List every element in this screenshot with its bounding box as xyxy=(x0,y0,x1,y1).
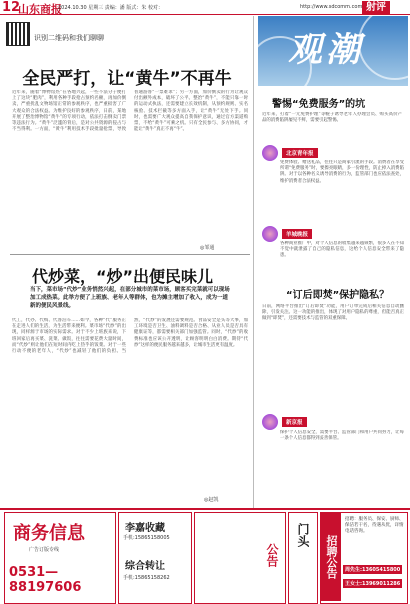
ad-notice[interactable] xyxy=(194,512,286,604)
paper-name: 山东商报 xyxy=(18,3,62,16)
page-number: 12 xyxy=(2,0,21,15)
source-tag: 新京报 xyxy=(282,417,307,427)
ad-divider xyxy=(0,508,410,510)
column-name: 射评 xyxy=(362,1,390,14)
ad-storefront[interactable] xyxy=(288,512,318,604)
column-separator xyxy=(253,16,254,508)
ad-collection[interactable] xyxy=(118,512,192,604)
right-text4: 保护个人信息安全，需要平台、监管部门和用户共同努力，让每一条个人信息都得到妥善保管。 xyxy=(280,430,404,442)
right-text3: 日前，网络平台推出“订后即焚”功能，用户订单完成后相关信息自动删除，引发关注。这一功能的推出，体现了对用户隐私的尊重，但能否真正做到“即焚”，还需要技术与监管的双重保障。 xyxy=(262,304,404,322)
right-intro: 近年来，打着“一元免费护理”等幌子诱导老年人办理会员、购买高价产品的消费陷阱屡见不鲜，需要引起警惕。 xyxy=(262,112,402,124)
ad-recruitment[interactable] xyxy=(320,512,408,604)
right-headline2: “订后即焚”保护隐私？ xyxy=(286,290,390,301)
article1-headline: 全民严打，让“黄牛”不再牛 xyxy=(22,69,232,89)
source-badge-icon xyxy=(262,414,278,430)
ad6-phone1: 周先生:13605415800 xyxy=(345,567,401,573)
ad6-text: 招聘：服务员、保安、厨师、保洁若干名，待遇从优，详情电话咨询。 xyxy=(345,517,404,534)
ad2-title: 李嘉收藏 xyxy=(125,523,165,534)
article1-body: 近年来，随着“博物馆热”在各地兴起，一些不法分子便打上了这块“肥肉”，利用各种手段抢占预约名额，再加价倒卖，严重扰乱文物场馆正常的参观秩序，也严重损害了广大观众的合法权益。为维护良好的参观秩序，日前，某地开展了整治博物馆“黄牛”的专项行动，依法打击倒卖门票等违法行为。“黄牛”泛滥的背后，是对公共资源的侵占与不当得利。一方面，“黄牛”利用技术手段批量抢票，导致普通游客“一票难求”；另一方面，加价倒卖的行为让观众付出额外成本，破坏了公平。整治“黄牛”，不能只靠一时的运动式执法，还需要建立长效机制，从预约规则、实名核验、技术拦截等多方面入手，让“黄牛”无处下手。同时，也需要广大观众提高自我保护意识，通过官方渠道购票，不给“黄牛”可乘之机。只有全民参与、多方协同，才能让“黄牛”真正不再“牛”。 xyxy=(12,90,248,133)
commentary-banner xyxy=(258,16,408,86)
article2-body: 代工，代办、代购、代客泊车……如今，各种“代”服务正在走进人们的生活，为生活带来便利。菜市场“代炒”的出现，同样源于市场的实际需求。对于不少上班族来说，下班回家后再买菜、洗菜、做饭，往往需要花费大量时间，而“代炒”则让他们在短时间内吃上热乎的饭菜。对于一些行动不便的老年人，“代炒”也减轻了他们的负担。当然，“代炒”的发展还需要规范。食品安全是头等大事，加工环境是否卫生、油料调料是否合格、从业人员是否具有健康证等，都需要相关部门加强监管。同时，“代炒”的收费标准也应该公开透明，让顾客明明白白消费。期待“代炒”这样的便民服务越来越多，让城市生活更有温度。 xyxy=(12,318,248,355)
ad6-phone2: 王女士:13969011286 xyxy=(345,581,401,587)
ad3-phone: 手机:15865158262 xyxy=(123,575,170,581)
source-badge-icon xyxy=(262,226,278,242)
ad6-title: 招聘公告 xyxy=(321,513,341,601)
source-tag: 北京青年报 xyxy=(282,148,318,158)
source-badge-icon xyxy=(262,145,278,161)
article2-headline: 代炒菜，“炒”出便民味儿 xyxy=(32,267,214,286)
ad-business-info[interactable] xyxy=(4,512,116,604)
ad1-title: 商务信息 xyxy=(13,523,85,544)
right-text2: 各种商业推广中，对个人信息的收集越来越频繁，很多人在不知不觉中就泄露了自己的隐私信息，这给个人信息安全带来了隐患。 xyxy=(280,241,404,259)
ad2-phone: 手机:15865158005 xyxy=(123,535,170,541)
article2-byline: ◎赵凯 xyxy=(204,497,219,503)
right-text1: 免费体验、赠送礼品，往往只是商家引流的手段。消费者在享受所谓“免费服务”时，要擦亮眼睛，多一份理性，防止掉入消费陷阱。对于以各种名义诱导消费的行为，监管部门也应依法查处，维护消费者合法权益。 xyxy=(280,160,404,184)
banner-title: 观潮 xyxy=(288,30,364,70)
article2-dek: 当下，菜市场“代炒”业务悄然兴起，在部分城市的菜市场，顾客买完菜就可以现场加工成热菜。此举方便了上班族、老年人等群体，也为摊主增加了收入，成为一道新的便民风景线。 xyxy=(30,287,230,309)
ad1-phone: 0531—88197606 xyxy=(9,565,82,595)
source-tag: 羊城晚报 xyxy=(282,229,312,239)
ad3-title: 综合转让 xyxy=(125,561,165,572)
site-url[interactable]: http://www.sdcomm.com xyxy=(300,4,363,10)
ad4-title: 公告 xyxy=(265,543,279,567)
divider xyxy=(10,254,250,255)
article1-byline: ◎邹通 xyxy=(200,245,215,251)
right-headline: 警惕“免费服务”的坑 xyxy=(272,99,366,110)
qr-code-icon xyxy=(6,22,30,46)
ad1-sub: 广告订版专线 xyxy=(29,547,60,553)
scan-slogan: 识别二维码和我们聊聊 xyxy=(34,34,104,42)
issue-info: 2024.10.30 星期三 责编：潘 版式：朱 校对： xyxy=(58,5,163,11)
ad5-title: 门头 xyxy=(296,523,310,547)
